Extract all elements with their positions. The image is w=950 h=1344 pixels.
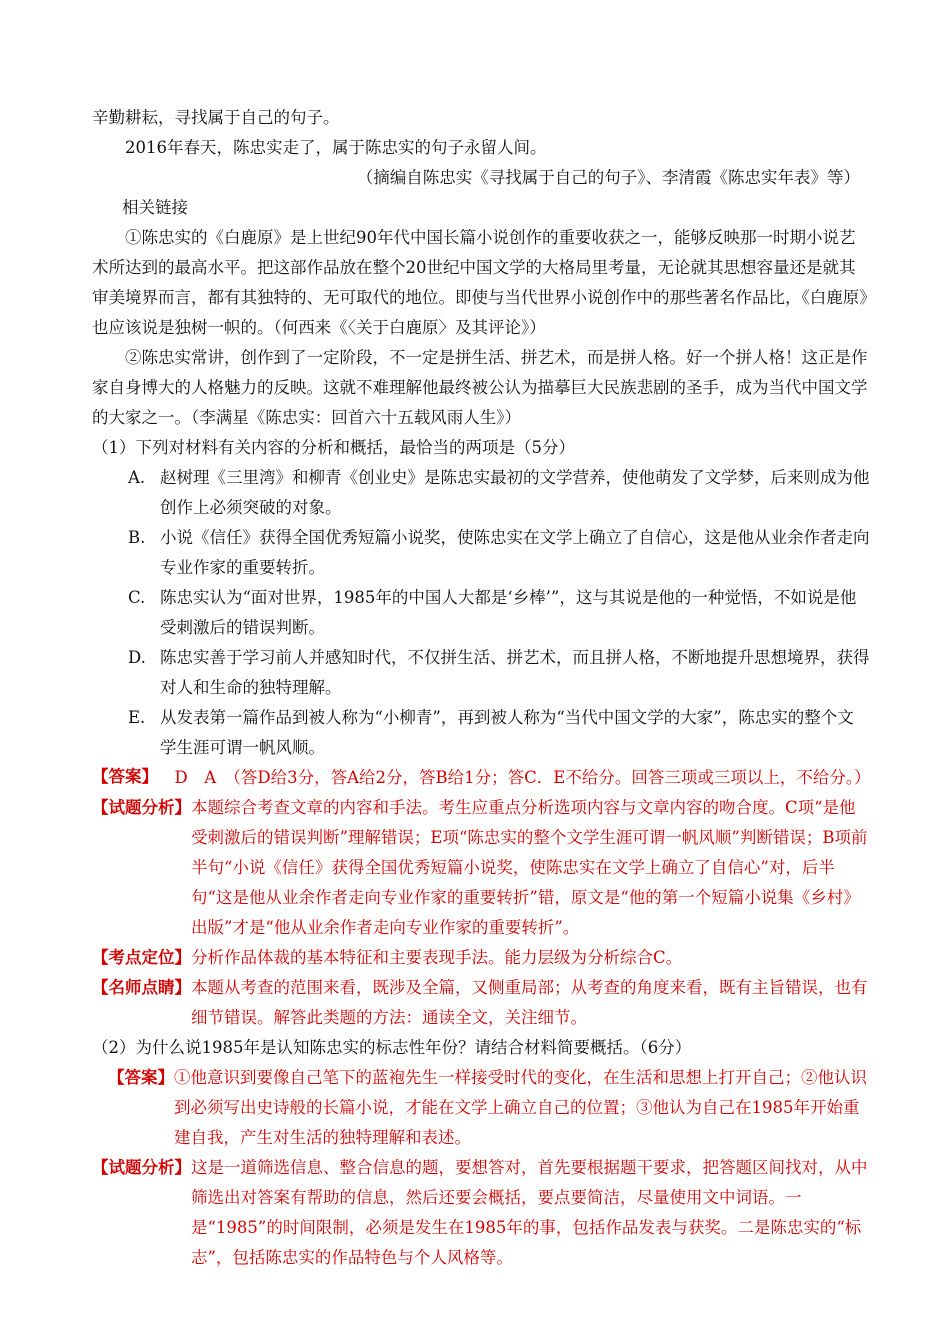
option-text: 小说《信任》获得全国优秀短篇小说奖，使陈忠实在文学上确立了自信心，这是他从业余作者走向专业作家的重要转折。	[160, 528, 870, 577]
dianjing-text: 本题从考查的范围来看，既涉及全篇，又侧重局部；从考查的角度来看，既有主旨错误，也有细节错误。解答此类题的方法：通读全文，关注细节。	[191, 978, 868, 1027]
document-page	[92, 103, 870, 1273]
option-a	[128, 463, 870, 523]
q1-answer-block	[92, 763, 870, 793]
option-e	[128, 703, 870, 763]
dianjing-tag: 【名师点睛】	[92, 978, 191, 997]
related-links-title: 相关链接	[122, 198, 188, 217]
option-d	[128, 643, 870, 703]
option-letter: C.	[128, 588, 146, 607]
text-line-2: 2016年春天，陈忠实走了，属于陈忠实的句子永留人间。	[125, 138, 547, 157]
answer-tag: 【答案】	[108, 1068, 174, 1087]
q1-dianjing-block	[92, 973, 870, 1033]
option-text: 赵树理《三里湾》和柳青《创业史》是陈忠实最初的文学营养，使他萌发了文学梦，后来则成为他创作上必须突破的对象。	[160, 468, 870, 517]
related-paragraph-1: ①陈忠实的《白鹿原》是上世纪90年代中国长篇小说创作的重要收获之一，能够反映那一时期小说艺术所达到的最高水平。把这部作品放在整个20世纪中国文学的大格局里考量，无论就其思想容量还是就其审美境界而言，都有其独特的、无可取代的地位。即使与当代世界小说创作中的那些著名作品比，《白鹿原》也应该说是独树一帜的。（何西来《〈关于白鹿原〉及其评论》）	[92, 228, 868, 337]
option-letter: D.	[128, 648, 146, 667]
analysis-text: 这是一道筛选信息、整合信息的题，要想答对，首先要根据题干要求，把答题区间找对，从中筛选出对答案有帮助的信息，然后还要会概括，要点要简洁，尽量使用文中词语。一是“1985”的时间限制，必须是发生在1985年的事，包括作品发表与获奖。二是陈忠实的“标志”，包括陈忠实的作品特色与个人风格等。	[191, 1158, 868, 1267]
option-text: 从发表第一篇作品到被人称为“小柳青”，再到被人称为“当代中国文学的大家”，陈忠实的整个文学生涯可谓一帆风顺。	[160, 708, 854, 757]
analysis-tag: 【试题分析】	[92, 798, 191, 817]
question-1-stem: （1）下列对材料有关内容的分析和概括，最恰当的两项是（5分）	[92, 438, 575, 457]
q2-answer-block	[92, 1063, 870, 1153]
kaodian-tag: 【考点定位】	[92, 948, 191, 967]
source-citation: （摘编自陈忠实《寻找属于自己的句子》、李清霞《陈忠实年表》等）	[356, 168, 860, 187]
text-line-1: 辛勤耕耘，寻找属于自己的句子。	[92, 108, 340, 127]
option-c	[128, 583, 870, 643]
answer-tag: 【答案】	[92, 767, 158, 786]
option-b	[128, 523, 870, 583]
option-letter: B.	[128, 528, 146, 547]
answer-text: ①他意识到要像自己笔下的蓝袍先生一样接受时代的变化，在生活和思想上打开自己；②他认识到必须写出史诗般的长篇小说，才能在文学上确立自己的位置；③他认为自己在1985年开始重建自我，产生对生活的独特理解和表述。	[174, 1068, 867, 1147]
kaodian-text: 分析作品体裁的基本特征和主要表现手法。能力层级为分析综合C。	[191, 948, 683, 967]
analysis-text: 本题综合考查文章的内容和手法。考生应重点分析选项内容与文章内容的吻合度。C项“是他受刺激后的错误判断”理解错误；E项“陈忠实的整个文学生涯可谓一帆风顺”判断错误；B项前半句“小说《信任》获得全国优秀短篇小说奖，使陈忠实在文学上确立了自信心”对，后半句“这是他从业余作者走向专业作家的重要转折”错，原文是“他的第一个短篇小说集《乡村》出版”才是“他从业余作者走向专业作家的重要转折”。	[191, 798, 868, 937]
option-letter: E.	[128, 708, 146, 727]
q1-kaodian-block	[92, 943, 870, 973]
option-text: 陈忠实认为“面对世界，1985年的中国人大都是‘乡棒’”，这与其说是他的一种觉悟，不如说是他受刺激后的错误判断。	[160, 588, 857, 637]
question-2-stem: （2）为什么说1985年是认知陈忠实的标志性年份？请结合材料简要概括。（6分）	[92, 1038, 692, 1057]
question-1-options	[92, 463, 870, 763]
answer-text: D A （答D给3分，答A给2分，答B给1分；答C．E不给分。回答三项或三项以上，不给分。）	[158, 768, 871, 787]
q1-analysis-block	[92, 793, 870, 943]
option-text: 陈忠实善于学习前人并感知时代，不仅拼生活、拼艺术，而且拼人格，不断地提升思想境界，获得对人和生命的独特理解。	[160, 648, 870, 697]
option-letter: A.	[128, 468, 146, 487]
analysis-tag: 【试题分析】	[92, 1158, 191, 1177]
q2-analysis-block	[92, 1153, 870, 1273]
related-paragraph-2: ②陈忠实常讲，创作到了一定阶段，不一定是拼生活、拼艺术，而是拼人格。好一个拼人格！这正是作家自身博大的人格魅力的反映。这就不难理解他最终被公认为描摹巨大民族悲剧的圣手，成为当代中国文学的大家之一。（李满星《陈忠实：回首六十五载风雨人生》）	[92, 348, 868, 427]
